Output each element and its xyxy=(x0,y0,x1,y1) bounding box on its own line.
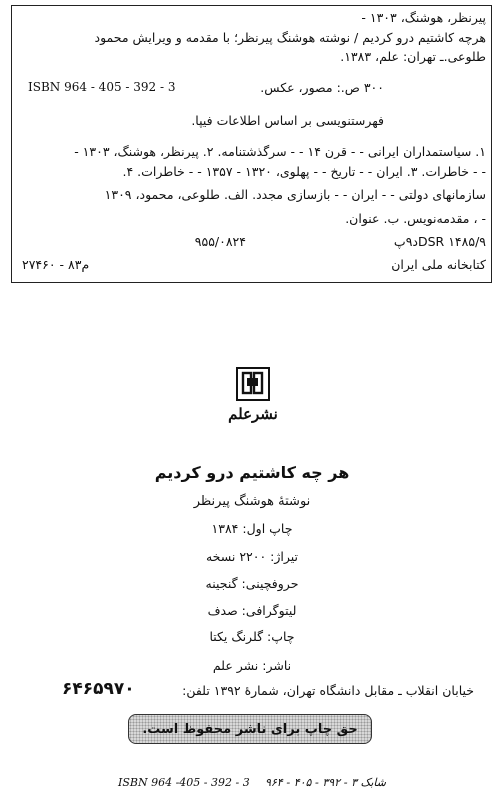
cip-collation-line: ۳۰۰ ص.: مصور، عکس. xyxy=(260,80,384,95)
cip-dsr: DSR ۱۴۸۵/۹د۹پ xyxy=(393,234,486,249)
cip-title-line: هرچه کاشتیم درو کردیم / نوشته هوشنگ پیرنظر؛ با مقدمه و ویرایش محمود xyxy=(94,30,486,45)
book-edition: چاپ اول: ۱۳۸۴ xyxy=(211,521,293,536)
publisher-logo-icon xyxy=(236,367,270,401)
book-emblem-icon xyxy=(238,369,267,398)
book-lithography: لیتوگرافی: صدف xyxy=(207,603,297,618)
cip-imprint-line: طلوعی.ـ تهران: علم، ۱۳۸۳. xyxy=(340,49,486,64)
book-printing: چاپ: گلرنگ یکتا xyxy=(209,629,295,644)
book-print-run: تیراژ: ۲۲۰۰ نسخه xyxy=(205,549,299,564)
cip-author-line: پیرنظر، هوشنگ، ۱۳۰۳ - xyxy=(361,10,486,25)
isbn-persian: شابک ۳ - ۳۹۲ - ۴۰۵ - ۹۶۴ xyxy=(264,776,386,789)
cip-library: کتابخانه ملی ایران xyxy=(391,257,486,272)
publisher-phone: ۶۴۶۵۹۷۰ xyxy=(62,679,135,699)
book-title: هر چه کاشتیم درو کردیم xyxy=(154,463,350,482)
publisher-address: خیابان انقلاب ـ مقابل دانشگاه تهران، شمارهٔ ۱۳۹۲ تلفن: xyxy=(182,683,474,698)
isbn-latin: ISBN 964 -405 - 392 - 3 xyxy=(118,776,250,789)
book-typesetting: حروفچینی: گنجینه xyxy=(205,576,299,591)
cip-isbn: ISBN 964 - 405 - 392 - 3 xyxy=(28,80,176,94)
copyright-text: حق چاپ برای ناشر محفوظ است. xyxy=(142,721,358,737)
cip-dewey: ۹۵۵/۰۸۲۴ xyxy=(194,234,246,249)
cip-subject-line-4: - ، مقدمه‌نویس. ب. عنوان. xyxy=(345,211,486,226)
cip-subject-line-2: - - خاطرات. ۳. ایران - - تاریخ - - پهلوی، ۱۳۲۰ - ۱۳۵۷ - - خاطرات. ۴. xyxy=(122,164,486,179)
cip-note-line: فهرستنویسی بر اساس اطلاعات فیپا. xyxy=(191,113,384,128)
book-publisher: ناشر: نشر علم xyxy=(212,658,292,673)
cip-subject-line-3: سازمانهای دولتی - - ایران - - بازسازی مجدد. الف. طلوعی، محمود، ۱۳۰۹ xyxy=(104,187,486,202)
cip-catalog-number: م۸۳ - ۲۷۴۶۰ xyxy=(22,257,90,272)
copyright-banner xyxy=(128,714,372,744)
book-author: نوشتهٔ هوشنگ پیرنظر xyxy=(193,494,311,509)
publisher-logo-text: نشرعلم xyxy=(228,405,278,423)
cip-subject-line-1: ۱. سیاستمداران ایرانی - - قرن ۱۴ - - سرگذشتنامه. ۲. پیرنظر، هوشنگ، ۱۳۰۳ - xyxy=(74,144,486,159)
